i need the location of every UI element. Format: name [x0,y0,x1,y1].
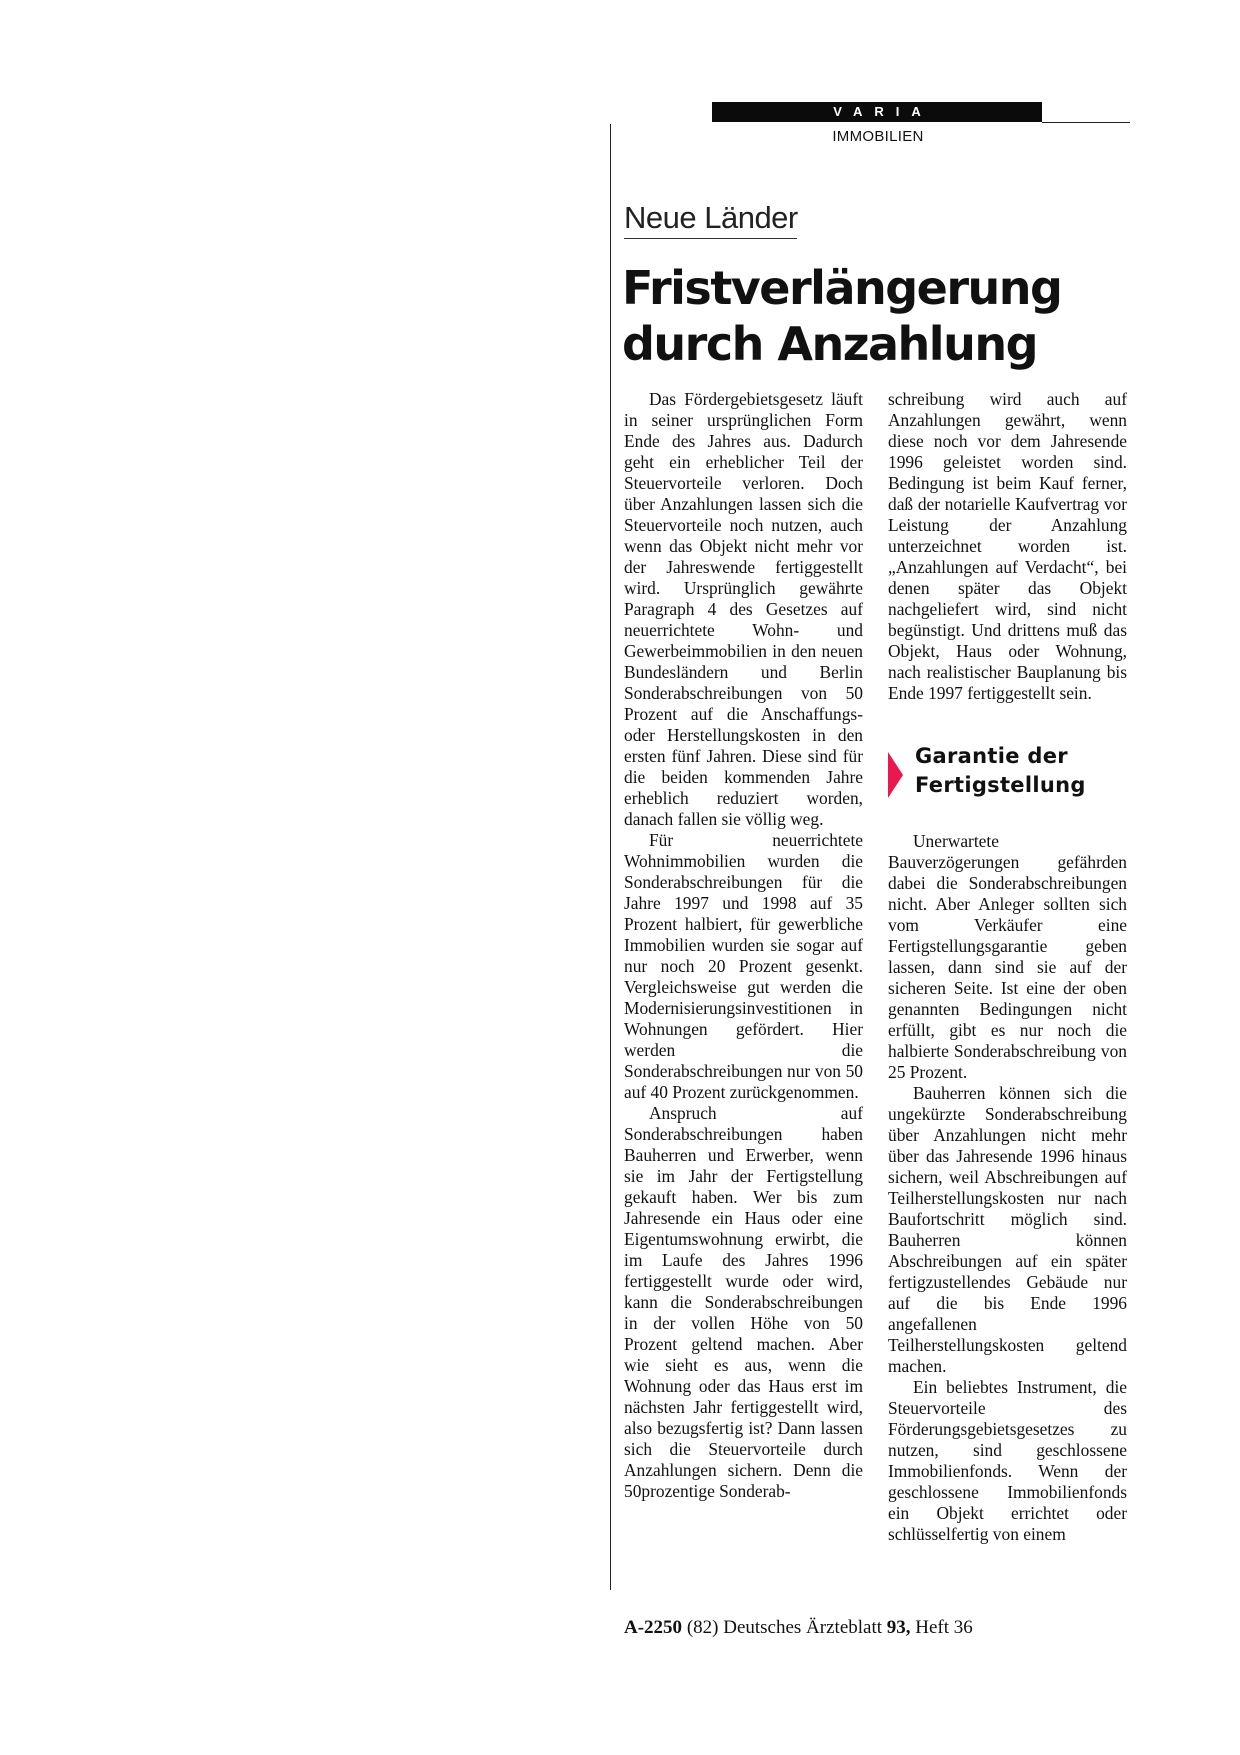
article-headline [622,260,1182,372]
headline-line-1: Fristverlängerung [622,261,1062,315]
article-subheading [888,742,1127,800]
paragraph-continued: schreibung wird auch auf Anzahlungen gewährt, wenn diese noch vor dem Jahresende 1996 geleistet worden sind. Bedingung ist beim Kauf ferner, daß der notarielle Kaufvertrag vor Leistung der Anzahlung unterzeichnet worden ist. „Anzahlungen auf Verdacht“, bei denen später das Objekt nachgeliefert wird, sind nicht begünstigt. Und drittens muß das Objekt, Haus oder Wohnung, nach realistischer Bauplanung bis Ende 1997 fertiggestellt sein. [888,389,1127,703]
subheading-line-2: Fertigstellung [915,773,1086,797]
subsection-label: IMMOBILIEN [832,128,924,145]
issue-number: Heft 36 [915,1617,973,1638]
kicker-underline [624,238,797,239]
red-triangle-arrow-icon [888,752,903,798]
paragraph: Das Fördergebietsgesetz läuft in seiner ursprünglichen Form Ende des Jahres aus. Dadurch geht ein erheblicher Teil der Steuervorteile verloren. Doch über Anzahlungen lassen sich die Steuervorteile noch nutzen, auch wenn das Objekt nicht mehr vor der Jahreswende fertiggestellt wird. Ursprünglich gewährte Paragraph 4 des Gesetzes auf neuerrichtete Wohn- und Gewerbeimmobilien in den neuen Bundesländern und Berlin Sonderabschreibungen von 50 Prozent auf die Anschaffungs- oder Herstellungskosten in den ersten fünf Jahren. Diese sind für die beiden kommenden Jahre erheblich reduziert worden, danach fallen sie völlig weg. [624,389,863,829]
article-kicker: Neue Länder [624,200,798,235]
volume-number: 93, [886,1617,911,1638]
paragraph: Für neuerrichtete Wohnimmobilien wurden die Sonderabschreibungen für die Jahre 1997 und 1998 auf 35 Prozent halbiert, für gewerbliche Immobilien wurden sie sogar auf nur noch 20 Prozent gesenkt. Vergleichsweise gut werden die Modernisierungsinvestitionen in Wohnungen gefördert. Hier werden die Sonderabschreibungen nur von 50 auf 40 Prozent zurückgenommen. [624,830,863,1102]
article-column-1 [624,389,863,1502]
paragraph: Bauherren können sich die ungekürzte Sonderabschreibung über Anzahlungen nicht mehr über das Jahresende 1996 hinaus sichern, weil Abschreibungen auf Teilherstellungskosten nur nach Baufortschritt möglich sind. Bauherren können Abschreibungen auf ein später fertigzustellendes Gebäude nur auf die bis Ende 1996 angefallenen Teilherstellungskosten geltend machen. [888,1083,1127,1376]
paragraph: Ein beliebtes Instrument, die Steuervorteile des Förderungsgebietsgesetzes zu nutzen, sind geschlossene Immobilienfonds. Wenn der geschlossene Immobilienfonds ein Objekt errichtet oder schlüsselfertig von einem [888,1377,1127,1544]
paragraph: Unerwartete Bauverzögerungen gefährden dabei die Sonderabschreibungen nicht. Aber Anleger sollten sich vom Verkäufer eine Fertigstellungsgarantie geben lassen, dann sind sie auf der sicheren Seite. Ist eine der oben genannten Bedingungen nicht erfüllt, gibt es nur noch die halbierte Sonderabschreibung von 25 Prozent. [888,831,1127,1082]
section-label-varia: VARIA [712,102,1042,122]
subheading-line-1: Garantie der [915,744,1068,768]
page-number: A-2250 [624,1617,683,1638]
column-divider-rule [610,124,611,1590]
headline-line-2: durch Anzahlung [622,317,1037,371]
section-header-rule [1042,122,1130,123]
article-column-2 [888,389,1127,1545]
journal-name: (82) Deutsches Ärzteblatt [686,1617,883,1638]
paragraph: Anspruch auf Sonderabschreibungen haben Bauherren und Erwerber, wenn sie im Jahr der Fertigstellung gekauft haben. Wer bis zum Jahresende ein Haus oder eine Eigentumswohnung erwirbt, die im Laufe des Jahres 1996 fertiggestellt wurde oder wird, kann die Sonderabschreibungen in der vollen Höhe von 50 Prozent geltend machen. Aber wie sieht es aus, wenn die Wohnung oder das Haus erst im nächsten Jahr fertiggestellt wird, also bezugsfertig ist? Dann lassen sich die Steuervorteile durch Anzahlungen sichern. Denn die 50prozentige Sonderab- [624,1103,863,1501]
page-footer [624,1617,973,1639]
